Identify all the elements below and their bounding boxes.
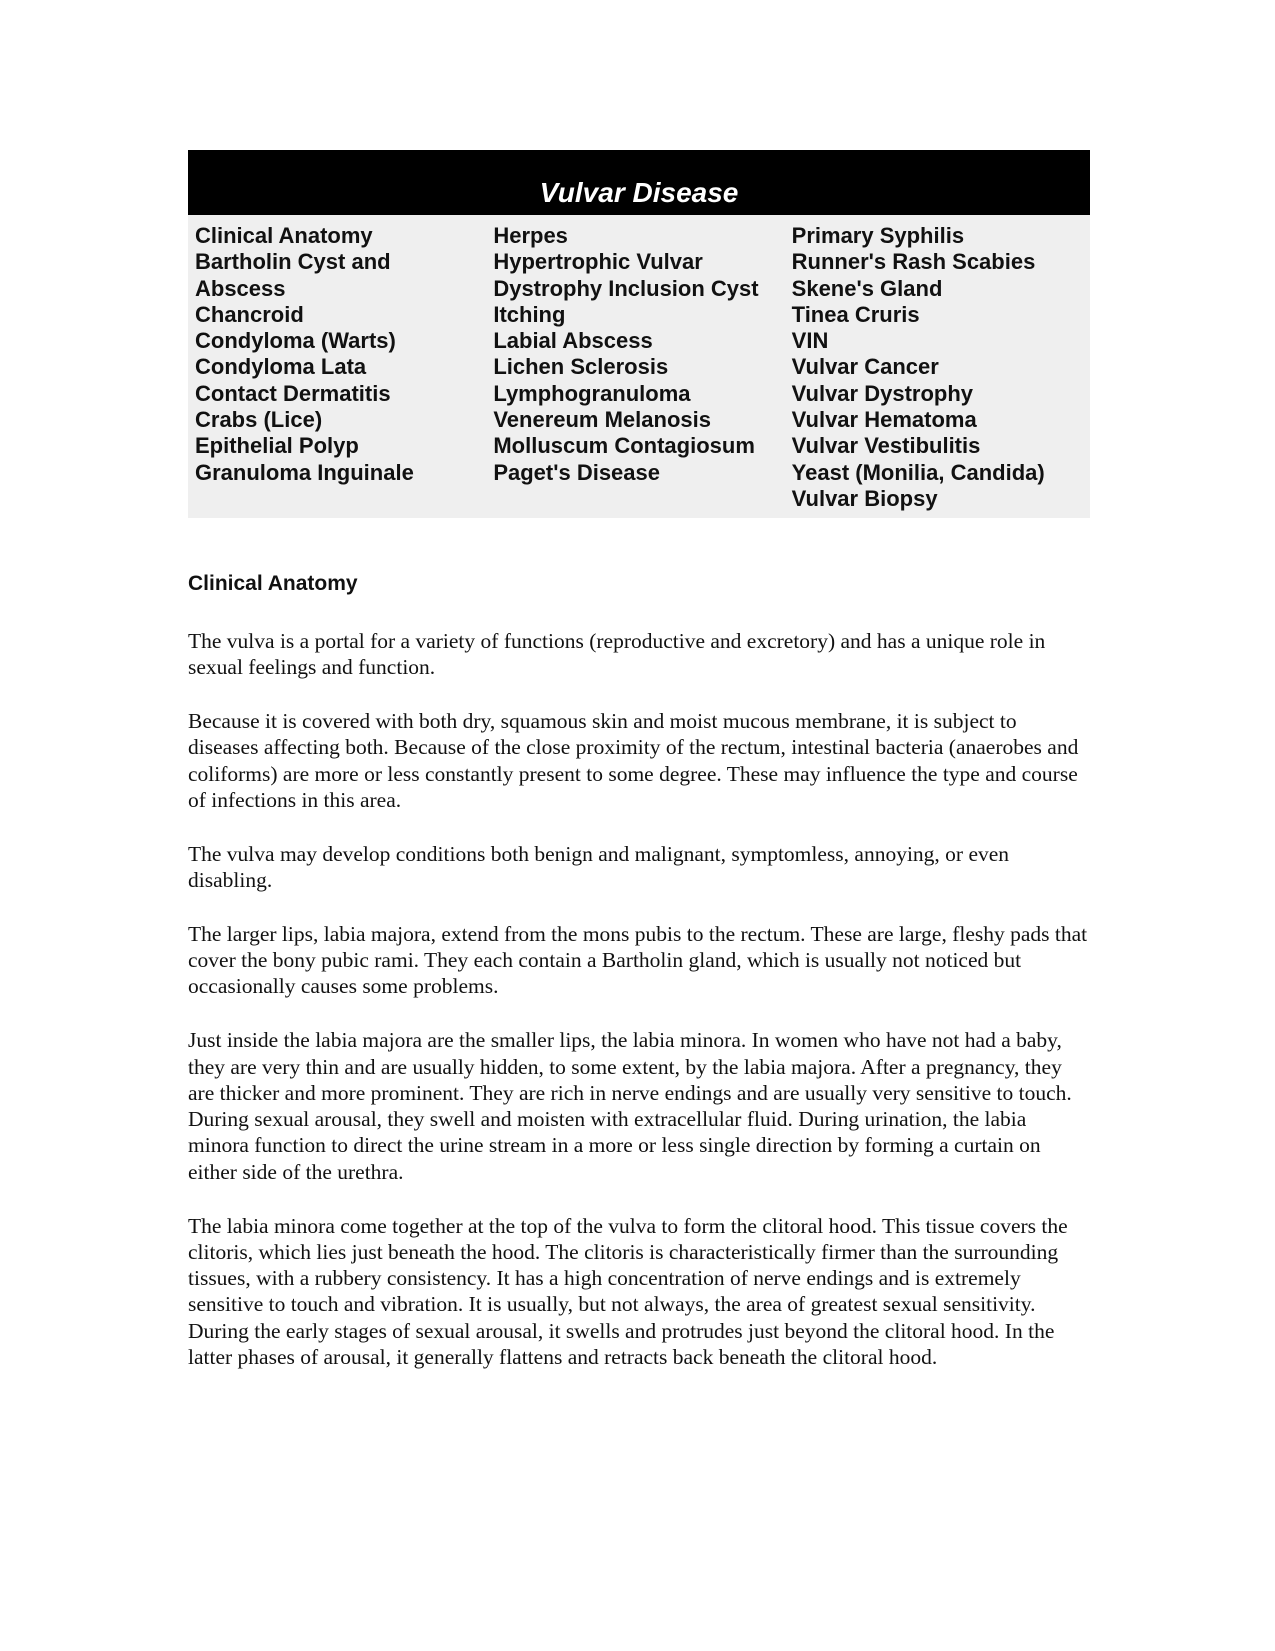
topic-link[interactable]: Bartholin Cyst and Abscess — [195, 249, 391, 301]
topic-link[interactable]: Epithelial Polyp — [195, 433, 359, 459]
topic-link[interactable]: Primary Syphilis — [791, 223, 965, 248]
body-paragraph: The labia minora come together at the top of the vulva to form the clitoral hood. This tissue covers the clitoris, which lies just beneath the hood. The clitoris is characteristically firmer than the surrounding tissues, with a rubbery consistency. It has a high concentration of nerve endings and is extremely sensitive to touch and vibration. It is usually, but not always, the area of greatest sexual sensitivity. During the early stages of sexual arousal, it swells and protrudes just beyond the clitoral hood. In the latter phases of arousal, it generally flattens and retracts back beneath the clitoral hood. — [188, 1213, 1068, 1370]
body-paragraph: Just inside the labia majora are the smaller lips, the labia minora. In women who have not had a baby, they are very thin and are usually hidden, to some extent, by the labia majora. After a pregnancy, they are thicker and more prominent. They are rich in nerve endings and are usually very sensitive to touch. During sexual arousal, they swell and moisten with extracellular fluid. During urination, the labia minora function to direct the urine stream in a more or less single direction by forming a curtain on either side of the urethra. — [188, 1028, 1072, 1184]
topic-column-2 — [493, 223, 791, 512]
topic-link[interactable]: Hypertrophic Vulvar — [493, 249, 703, 275]
topic-link[interactable]: VIN — [791, 328, 829, 354]
topic-column-3 — [792, 223, 1090, 512]
topic-link[interactable]: Vulvar Dystrophy — [791, 380, 974, 406]
topic-column-1 — [195, 223, 493, 512]
topic-link[interactable]: Tinea Cruris — [791, 301, 920, 327]
topic-link[interactable]: Runner's Rash Scabies — [791, 249, 1036, 275]
body-paragraph: The vulva is a portal for a variety of functions (reproductive and excretory) and has a unique role in sexual feelings and function. — [188, 629, 1046, 680]
topic-link[interactable]: Lymphogranuloma — [493, 380, 691, 406]
topic-link[interactable]: Itching — [493, 301, 566, 327]
topic-index-body — [188, 215, 1090, 518]
topic-link[interactable]: Venereum Melanosis — [493, 407, 711, 433]
topic-link[interactable]: Dystrophy Inclusion Cyst — [493, 275, 759, 301]
topic-link[interactable]: Vulvar Vestibulitis — [791, 433, 981, 459]
topic-link[interactable]: Molluscum Contagiosum — [493, 433, 755, 459]
topic-link[interactable]: Crabs (Lice) — [195, 407, 323, 433]
topic-link[interactable]: Contact Dermatitis — [195, 380, 391, 406]
topic-link[interactable]: Vulvar Cancer — [791, 354, 939, 380]
topic-index-table — [188, 150, 1090, 518]
section-body — [188, 628, 1088, 1398]
topic-link[interactable]: Lichen Sclerosis — [493, 354, 669, 380]
topic-link[interactable]: Skene's Gland — [791, 275, 943, 301]
body-paragraph: The vulva may develop conditions both benign and malignant, symptomless, annoying, or even disabling. — [188, 841, 1010, 893]
topic-index-title: Vulvar Disease — [539, 177, 739, 208]
topic-link[interactable]: Herpes — [493, 223, 568, 248]
topic-link[interactable]: Yeast (Monilia, Candida) — [791, 459, 1045, 485]
topic-link[interactable]: Labial Abscess — [493, 328, 653, 354]
topic-link[interactable]: Condyloma Lata — [195, 354, 367, 380]
topic-link[interactable]: Clinical Anatomy — [195, 223, 373, 248]
topic-link[interactable]: Granuloma Inguinale — [195, 459, 414, 485]
topic-index-header — [188, 150, 1090, 215]
topic-link[interactable]: Condyloma (Warts) — [195, 328, 396, 354]
topic-link[interactable]: Paget's Disease — [493, 459, 660, 485]
topic-link[interactable]: Vulvar Hematoma — [791, 407, 977, 433]
topic-link[interactable]: Chancroid — [195, 301, 304, 327]
section-heading: Clinical Anatomy — [188, 572, 358, 595]
body-paragraph: The larger lips, labia majora, extend from the mons pubis to the rectum. These are large, fleshy pads that cover the bony pubic rami. They each contain a Bartholin gland, which is usually not noticed but occasionally causes some problems. — [188, 921, 1088, 999]
body-paragraph: Because it is covered with both dry, squamous skin and moist mucous membrane, it is subject to diseases affecting both. Because of the close proximity of the rectum, intestinal bacteria (anaerobes and coliforms) are more or less constantly present to some degree. These may influence the type and course of infections in this area. — [188, 709, 1079, 812]
topic-link[interactable]: Vulvar Biopsy — [791, 485, 938, 511]
